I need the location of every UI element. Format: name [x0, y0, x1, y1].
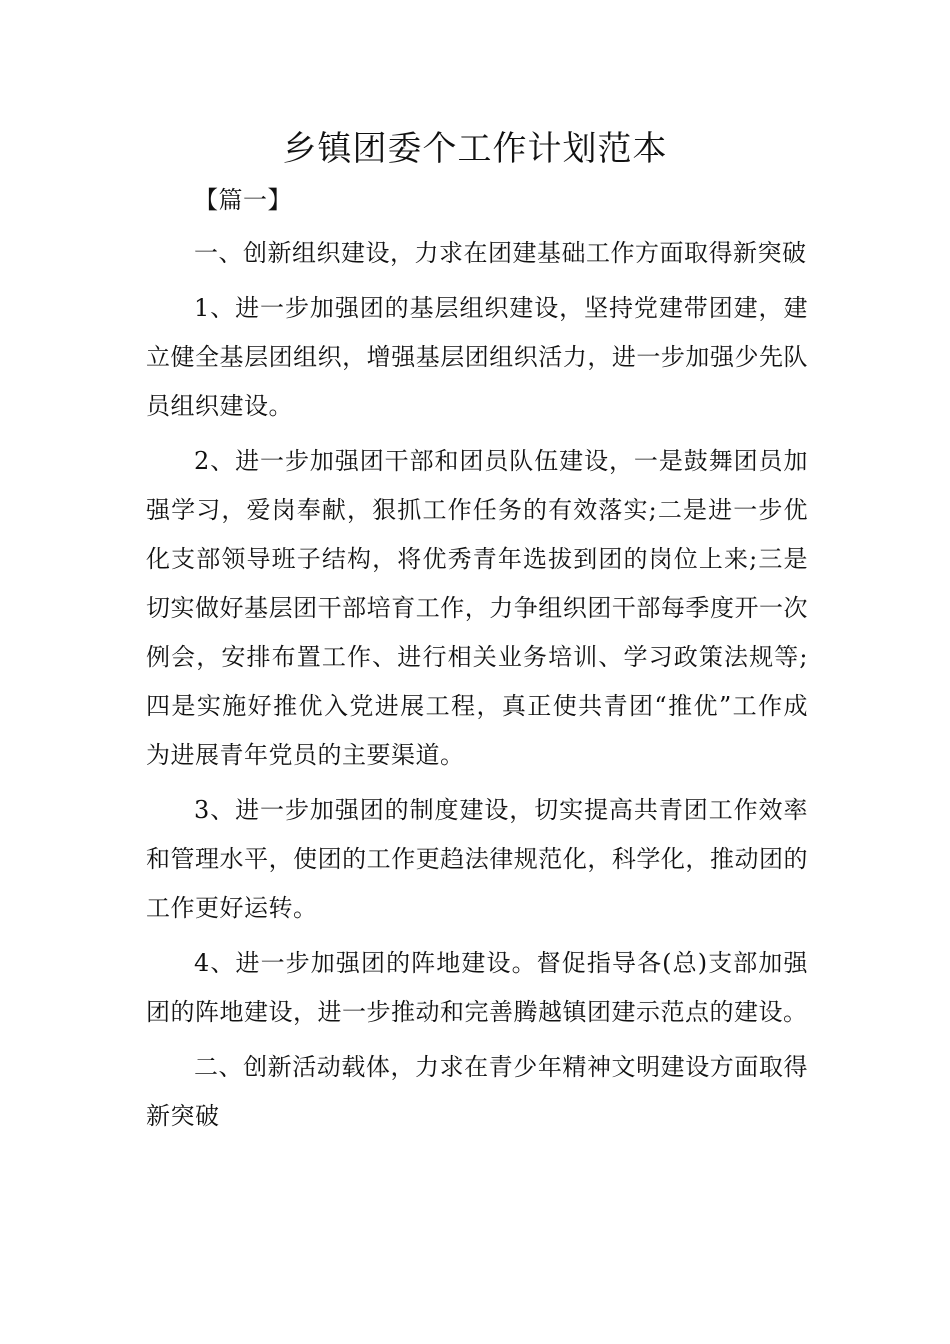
paragraph-5: 4、进一步加强团的阵地建设。督促指导各(总)支部加强团的阵地建设，进一步推动和完善腾越镇团建示范点的建设。 — [146, 949, 808, 1026]
paragraph-2: 1、进一步加强团的基层组织建设，坚持党建带团建，建立健全基层团组织，增强基层团组织活力，进一步加强少先队员组织建设。 — [146, 294, 808, 420]
section-label: 【篇一】 — [194, 186, 292, 214]
paragraph-4: 3、进一步加强团的制度建设，切实提高共青团工作效率和管理水平，使团的工作更趋法律规范化，科学化，推动团的工作更好运转。 — [146, 796, 808, 922]
paragraph-6: 二、创新活动载体，力求在青少年精神文明建设方面取得新突破 — [146, 1053, 808, 1130]
paragraph-1: 一、创新组织建设，力求在团建基础工作方面取得新突破 — [194, 239, 807, 267]
paragraph-3: 2、进一步加强团干部和团员队伍建设，一是鼓舞团员加强学习，爱岗奉献，狠抓工作任务的有效落实;二是进一步优化支部领导班子结构，将优秀青年选拔到团的岗位上来;三是切实做好基层团干部培育工作，力争组织团干部每季度开一次例会，安排布置工作、进行相关业务培训、学习政策法规等;四是实施好推优入党进展工程，真正使共青团“推优”工作成为进展青年党员的主要渠道。 — [146, 447, 808, 769]
document-body — [146, 176, 808, 1147]
document-title: 乡镇团委个工作计划范本 — [282, 129, 668, 169]
